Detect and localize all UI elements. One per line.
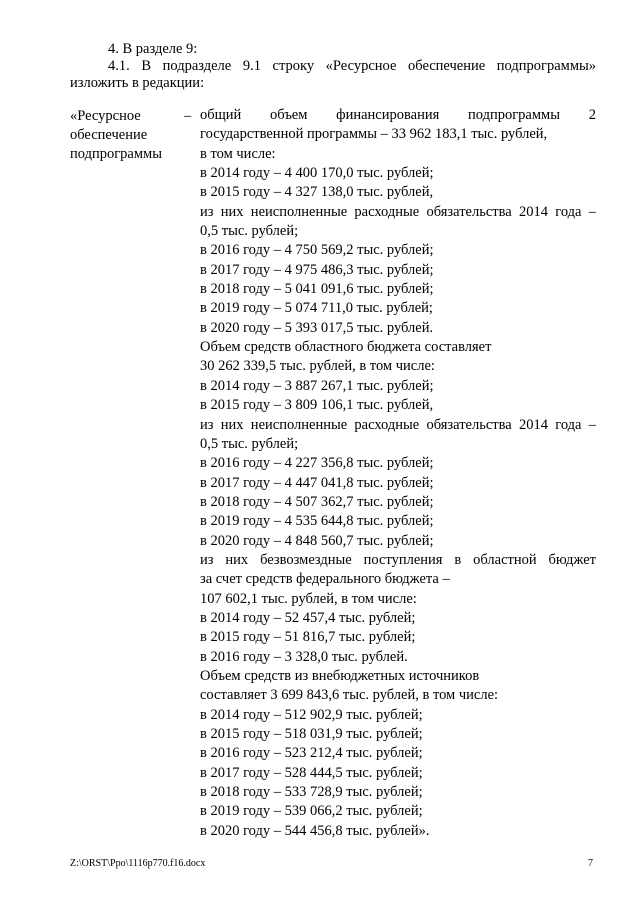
content-line: в 2016 году – 523 212,4 тыс. рублей; [200, 745, 423, 762]
content-line: 30 262 339,5 тыс. рублей, в том числе: [200, 358, 435, 375]
word: подпрограммы [468, 107, 560, 123]
content-line: 0,5 тыс. рублей; [200, 435, 299, 452]
content-line: Объем средств из внебюджетных источников [200, 667, 480, 684]
subsection-line-1: 4.1. В подразделе 9.1 строку «Ресурсное обеспечение подпрограммы» [108, 58, 596, 74]
content-line: в том числе: [200, 145, 276, 162]
content-line: государственной программы – 33 962 183,1 тыс. рублей, [200, 126, 548, 143]
content-first-line [200, 106, 596, 125]
content-line: в 2020 году – 544 456,8 тыс. рублей». [200, 822, 430, 839]
content-line: за счет средств федерального бюджета – [200, 571, 450, 588]
content-line: в 2018 году – 4 507 362,7 тыс. рублей; [200, 493, 434, 510]
content-line: в 2017 году – 4 447 041,8 тыс. рублей; [200, 474, 434, 491]
content-line: в 2020 году – 5 393 017,5 тыс. рублей. [200, 319, 434, 336]
content-line: в 2016 году – 3 328,0 тыс. рублей. [200, 648, 408, 665]
content-line: в 2014 году – 4 400 170,0 тыс. рублей; [200, 165, 434, 182]
footer-file-path: Z:\ORST\Ppo\1116p770.f16.docx [70, 858, 206, 869]
section-heading: 4. В разделе 9: [108, 41, 198, 57]
row-label-line-1: «Ресурсное [70, 108, 141, 124]
content-line: в 2017 году – 528 444,5 тыс. рублей; [200, 764, 423, 781]
content-line: 0,5 тыс. рублей; [200, 223, 299, 240]
word: финансирования [336, 107, 440, 123]
content-line: в 2019 году – 5 074 711,0 тыс. рублей; [200, 300, 433, 317]
footer-page-number: 7 [588, 858, 593, 869]
content-line: в 2015 году – 4 327 138,0 тыс. рублей, [200, 184, 434, 201]
content-line: в 2016 году – 4 750 569,2 тыс. рублей; [200, 242, 434, 259]
content-line: в 2015 году – 3 809 106,1 тыс. рублей, [200, 397, 434, 414]
content-line: в 2014 году – 512 902,9 тыс. рублей; [200, 706, 423, 723]
content-line: в 2019 году – 539 066,2 тыс. рублей; [200, 803, 423, 820]
row-label-line-2: обеспечение [70, 127, 148, 143]
subsection-line-2: изложить в редакции: [70, 75, 205, 91]
row-label-line-3: подпрограммы [70, 146, 162, 162]
content-line: в 2015 году – 51 816,7 тыс. рублей; [200, 629, 416, 646]
word: объем [270, 107, 308, 123]
content-line: в 2019 году – 4 535 644,8 тыс. рублей; [200, 513, 434, 530]
content-line: в 2018 году – 533 728,9 тыс. рублей; [200, 784, 423, 801]
content-line: Объем средств областного бюджета составляет [200, 339, 492, 356]
content-line: из них неисполненные расходные обязательства 2014 года – [200, 203, 596, 220]
content-line: в 2014 году – 3 887 267,1 тыс. рублей; [200, 377, 434, 394]
content-line: в 2014 году – 52 457,4 тыс. рублей; [200, 609, 416, 626]
content-line: в 2016 году – 4 227 356,8 тыс. рублей; [200, 455, 434, 472]
word: общий [200, 107, 242, 123]
content-line: в 2015 году – 518 031,9 тыс. рублей; [200, 726, 423, 742]
word: 2 [588, 107, 596, 123]
content-line: в 2017 году – 4 975 486,3 тыс. рублей; [200, 261, 434, 278]
content-line: 107 602,1 тыс. рублей, в том числе: [200, 590, 417, 607]
content-line: в 2020 году – 4 848 560,7 тыс. рублей; [200, 532, 434, 549]
content-line: составляет 3 699 843,6 тыс. рублей, в том числе: [200, 687, 499, 704]
content-line: из них безвозмездные поступления в областной бюджет [200, 551, 596, 568]
content-line: из них неисполненные расходные обязательства 2014 года – [200, 416, 596, 433]
row-label-dash: – [184, 108, 192, 124]
resource-content [200, 106, 596, 841]
content-line: в 2018 году – 5 041 091,6 тыс. рублей; [200, 281, 434, 298]
